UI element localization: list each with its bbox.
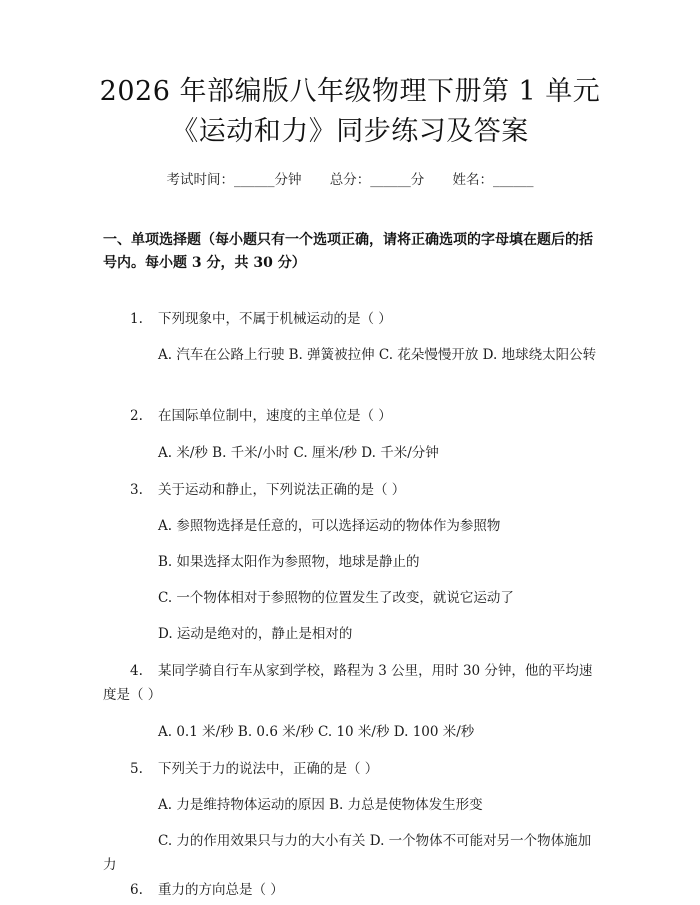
exam-score: 总分：______分 — [329, 172, 425, 188]
question-1 — [103, 307, 603, 331]
question-text: 重力的方向总是（ ） — [158, 882, 284, 898]
exam-info — [0, 168, 700, 188]
question-5 — [103, 757, 603, 781]
question-3-option-b: B. 如果选择太阳作为参照物，地球是静止的 — [158, 554, 420, 570]
question-number: 1. — [130, 311, 143, 327]
question-1-options: A. 汽车在公路上行驶 B. 弹簧被拉伸 C. 花朵慢慢开放 D. 地球绕太阳公转 — [158, 347, 597, 363]
question-3-option-d: D. 运动是绝对的，静止是相对的 — [158, 626, 353, 642]
question-4-options: A. 0.1 米/秒 B. 0.6 米/秒 C. 10 米/秒 D. 100 米/秒 — [158, 724, 475, 740]
question-3 — [103, 478, 603, 502]
question-number: 5. — [130, 761, 143, 777]
exam-time: 考试时间：______分钟 — [166, 172, 302, 188]
question-number: 2. — [130, 408, 143, 424]
question-6 — [103, 878, 603, 902]
question-3-option-c: C. 一个物体相对于参照物的位置发生了改变，就说它运动了 — [158, 590, 514, 606]
question-number: 3. — [130, 482, 143, 498]
question-number: 6. — [130, 882, 143, 898]
document-title: 2026 年部编版八年级物理下册第 1 单元《运动和力》同步练习及答案 — [99, 76, 601, 147]
question-5-option-cd: C. 力的作用效果只与力的大小有关 D. 一个物体不可能对另一个物体施加力 — [103, 833, 592, 873]
question-text: 在国际单位制中，速度的主单位是（ ） — [158, 408, 392, 424]
question-3-option-a: A. 参照物选择是任意的，可以选择运动的物体作为参照物 — [158, 518, 501, 534]
question-text: 下列关于力的说法中，正确的是（ ） — [158, 761, 379, 777]
question-5-option-ab: A. 力是维持物体运动的原因 B. 力总是使物体发生形变 — [158, 797, 483, 813]
question-text: 某同学骑自行车从家到学校，路程为 3 公里，用时 30 分钟，他的平均速度是（ ） — [103, 663, 593, 703]
question-number: 4. — [130, 663, 143, 679]
question-4 — [103, 659, 603, 707]
question-text: 关于运动和静止，下列说法正确的是（ ） — [158, 482, 406, 498]
question-text: 下列现象中，不属于机械运动的是（ ） — [158, 311, 392, 327]
question-2 — [103, 404, 603, 428]
section-title: 一、单项选择题（每小题只有一个选项正确，请将正确选项的字母填在题后的括号内。每小题 3 分，共 30 分） — [103, 232, 593, 271]
student-name: 姓名：______ — [452, 172, 534, 188]
question-2-options: A. 米/秒 B. 千米/小时 C. 厘米/秒 D. 千米/分钟 — [158, 445, 439, 461]
